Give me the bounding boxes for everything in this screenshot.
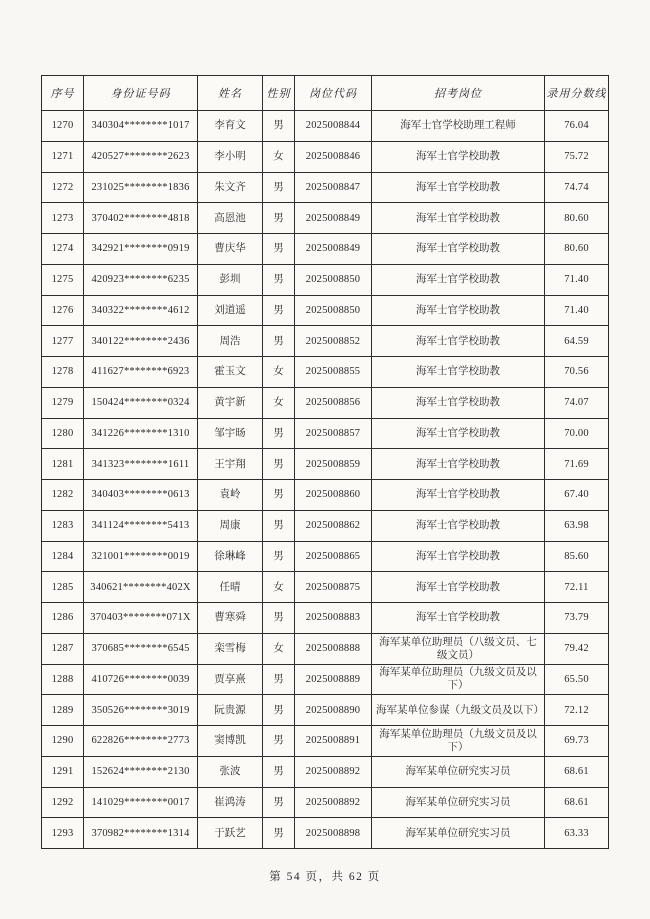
cell-id-number: 340122********2436 — [84, 326, 198, 357]
cell-position-code: 2025008846 — [295, 141, 372, 172]
table-row — [42, 264, 609, 295]
cell-gender: 女 — [263, 387, 295, 418]
cell-serial-number: 1286 — [42, 603, 84, 634]
cell-serial-number: 1284 — [42, 541, 84, 572]
cell-gender: 男 — [263, 603, 295, 634]
cell-serial-number: 1287 — [42, 633, 84, 664]
cell-position-code: 2025008847 — [295, 172, 372, 203]
cell-serial-number: 1279 — [42, 387, 84, 418]
cell-id-number: 420923********6235 — [84, 264, 198, 295]
cell-score-line: 65.50 — [545, 664, 609, 695]
cell-score-line: 80.60 — [545, 203, 609, 234]
cell-serial-number: 1276 — [42, 295, 84, 326]
cell-position-code: 2025008850 — [295, 264, 372, 295]
cell-serial-number: 1292 — [42, 787, 84, 818]
cell-id-number: 340322********4612 — [84, 295, 198, 326]
cell-position-code: 2025008890 — [295, 695, 372, 726]
cell-gender: 女 — [263, 357, 295, 388]
table-row — [42, 664, 609, 695]
table-row — [42, 172, 609, 203]
column-header-score-line: 录用分数线 — [545, 76, 609, 111]
cell-position-code: 2025008862 — [295, 510, 372, 541]
cell-id-number: 340621********402X — [84, 572, 198, 603]
cell-score-line: 75.72 — [545, 141, 609, 172]
table-row — [42, 326, 609, 357]
cell-gender: 男 — [263, 326, 295, 357]
cell-recruit-position: 海军士官学校助教 — [372, 572, 545, 603]
cell-recruit-position: 海军某单位研究实习员 — [372, 756, 545, 787]
cell-serial-number: 1271 — [42, 141, 84, 172]
cell-id-number: 350526********3019 — [84, 695, 198, 726]
cell-recruit-position: 海军士官学校助教 — [372, 203, 545, 234]
cell-score-line: 71.40 — [545, 264, 609, 295]
table-row — [42, 234, 609, 265]
table-row — [42, 418, 609, 449]
cell-gender: 男 — [263, 510, 295, 541]
cell-recruit-position: 海军士官学校助教 — [372, 541, 545, 572]
cell-id-number: 370982********1314 — [84, 818, 198, 849]
cell-id-number: 341226********1310 — [84, 418, 198, 449]
cell-score-line: 70.00 — [545, 418, 609, 449]
cell-serial-number: 1282 — [42, 480, 84, 511]
cell-gender: 男 — [263, 264, 295, 295]
cell-gender: 女 — [263, 572, 295, 603]
cell-serial-number: 1280 — [42, 418, 84, 449]
column-header-position-code: 岗位代码 — [295, 76, 372, 111]
cell-score-line: 64.59 — [545, 326, 609, 357]
cell-serial-number: 1278 — [42, 357, 84, 388]
cell-id-number: 341124********5413 — [84, 510, 198, 541]
cell-id-number: 321001********0019 — [84, 541, 198, 572]
cell-gender: 男 — [263, 756, 295, 787]
cell-serial-number: 1277 — [42, 326, 84, 357]
table-row — [42, 756, 609, 787]
cell-gender: 男 — [263, 818, 295, 849]
table-row — [42, 603, 609, 634]
cell-recruit-position: 海军士官学校助教 — [372, 234, 545, 265]
cell-position-code: 2025008855 — [295, 357, 372, 388]
table-row — [42, 295, 609, 326]
table-row — [42, 480, 609, 511]
cell-score-line: 67.40 — [545, 480, 609, 511]
column-header-name: 姓名 — [198, 76, 263, 111]
cell-score-line: 72.12 — [545, 695, 609, 726]
cell-score-line: 80.60 — [545, 234, 609, 265]
cell-name: 彭圳 — [198, 264, 263, 295]
cell-position-code: 2025008859 — [295, 449, 372, 480]
cell-score-line: 70.56 — [545, 357, 609, 388]
cell-serial-number: 1288 — [42, 664, 84, 695]
cell-name: 周浩 — [198, 326, 263, 357]
cell-gender: 男 — [263, 541, 295, 572]
table-row — [42, 726, 609, 757]
cell-score-line: 72.11 — [545, 572, 609, 603]
cell-score-line: 74.07 — [545, 387, 609, 418]
admission-score-table — [41, 75, 609, 849]
table-row — [42, 818, 609, 849]
cell-score-line: 63.33 — [545, 818, 609, 849]
cell-name: 阮贵源 — [198, 695, 263, 726]
cell-position-code: 2025008850 — [295, 295, 372, 326]
cell-recruit-position: 海军某单位参谋（九级文员及以下） — [372, 695, 545, 726]
cell-serial-number: 1289 — [42, 695, 84, 726]
cell-gender: 男 — [263, 787, 295, 818]
cell-position-code: 2025008852 — [295, 326, 372, 357]
cell-gender: 男 — [263, 418, 295, 449]
cell-recruit-position: 海军士官学校助教 — [372, 510, 545, 541]
cell-gender: 男 — [263, 726, 295, 757]
table-row — [42, 357, 609, 388]
cell-recruit-position: 海军士官学校助教 — [372, 326, 545, 357]
cell-score-line: 73.79 — [545, 603, 609, 634]
cell-name: 朱文齐 — [198, 172, 263, 203]
cell-position-code: 2025008889 — [295, 664, 372, 695]
cell-recruit-position: 海军士官学校助教 — [372, 480, 545, 511]
cell-gender: 男 — [263, 234, 295, 265]
cell-score-line: 76.04 — [545, 111, 609, 142]
cell-id-number: 340403********0613 — [84, 480, 198, 511]
cell-position-code: 2025008883 — [295, 603, 372, 634]
cell-score-line: 79.42 — [545, 633, 609, 664]
column-header-recruit-position: 招考岗位 — [372, 76, 545, 111]
cell-recruit-position: 海军某单位助理员（八级文员、七级文员） — [372, 633, 545, 664]
cell-id-number: 150424********0324 — [84, 387, 198, 418]
page-number-footer: 第 54 页，共 62 页 — [269, 871, 381, 883]
cell-gender: 男 — [263, 664, 295, 695]
cell-name: 贾享熹 — [198, 664, 263, 695]
cell-recruit-position: 海军某单位研究实习员 — [372, 787, 545, 818]
cell-name: 崔鸿涛 — [198, 787, 263, 818]
cell-recruit-position: 海军士官学校助教 — [372, 264, 545, 295]
cell-id-number: 370685********6545 — [84, 633, 198, 664]
cell-score-line: 74.74 — [545, 172, 609, 203]
table-row — [42, 141, 609, 172]
cell-position-code: 2025008844 — [295, 111, 372, 142]
cell-score-line: 85.60 — [545, 541, 609, 572]
cell-recruit-position: 海军士官学校助教 — [372, 387, 545, 418]
cell-id-number: 420527********2623 — [84, 141, 198, 172]
cell-name: 王宇翔 — [198, 449, 263, 480]
cell-position-code: 2025008849 — [295, 234, 372, 265]
cell-serial-number: 1291 — [42, 756, 84, 787]
cell-score-line: 68.61 — [545, 756, 609, 787]
cell-position-code: 2025008857 — [295, 418, 372, 449]
cell-id-number: 622826********2773 — [84, 726, 198, 757]
cell-name: 高恩池 — [198, 203, 263, 234]
cell-name: 张波 — [198, 756, 263, 787]
cell-gender: 男 — [263, 449, 295, 480]
cell-name: 邹宇旸 — [198, 418, 263, 449]
cell-gender: 男 — [263, 480, 295, 511]
cell-name: 栾雪梅 — [198, 633, 263, 664]
cell-id-number: 342921********0919 — [84, 234, 198, 265]
cell-id-number: 231025********1836 — [84, 172, 198, 203]
cell-name: 窦博凯 — [198, 726, 263, 757]
cell-name: 李育文 — [198, 111, 263, 142]
table-row — [42, 572, 609, 603]
cell-score-line: 69.73 — [545, 726, 609, 757]
table-header — [42, 76, 609, 111]
table-row — [42, 787, 609, 818]
cell-recruit-position: 海军士官学校助理工程师 — [372, 111, 545, 142]
cell-name: 霍玉文 — [198, 357, 263, 388]
cell-name: 曹寒舜 — [198, 603, 263, 634]
cell-score-line: 71.40 — [545, 295, 609, 326]
cell-name: 刘道遥 — [198, 295, 263, 326]
cell-name: 袁岭 — [198, 480, 263, 511]
cell-recruit-position: 海军士官学校助教 — [372, 357, 545, 388]
cell-name: 任晴 — [198, 572, 263, 603]
table-row — [42, 541, 609, 572]
cell-gender: 男 — [263, 695, 295, 726]
cell-serial-number: 1273 — [42, 203, 84, 234]
cell-position-code: 2025008856 — [295, 387, 372, 418]
cell-position-code: 2025008875 — [295, 572, 372, 603]
column-header-id-number: 身份证号码 — [84, 76, 198, 111]
table-row — [42, 695, 609, 726]
cell-recruit-position: 海军某单位助理员（九级文员及以下） — [372, 726, 545, 757]
cell-recruit-position: 海军士官学校助教 — [372, 295, 545, 326]
cell-recruit-position: 海军士官学校助教 — [372, 141, 545, 172]
table-row — [42, 111, 609, 142]
table-header-row — [42, 76, 609, 111]
cell-score-line: 68.61 — [545, 787, 609, 818]
cell-gender: 女 — [263, 633, 295, 664]
cell-serial-number: 1281 — [42, 449, 84, 480]
column-header-serial: 序号 — [42, 76, 84, 111]
cell-serial-number: 1293 — [42, 818, 84, 849]
cell-name: 李小明 — [198, 141, 263, 172]
table-row — [42, 633, 609, 664]
table-row — [42, 449, 609, 480]
cell-gender: 男 — [263, 111, 295, 142]
cell-name: 于跃艺 — [198, 818, 263, 849]
cell-recruit-position: 海军士官学校助教 — [372, 172, 545, 203]
cell-recruit-position: 海军士官学校助教 — [372, 449, 545, 480]
cell-serial-number: 1274 — [42, 234, 84, 265]
cell-serial-number: 1283 — [42, 510, 84, 541]
cell-id-number: 141029********0017 — [84, 787, 198, 818]
cell-serial-number: 1270 — [42, 111, 84, 142]
cell-serial-number: 1272 — [42, 172, 84, 203]
cell-id-number: 370402********4818 — [84, 203, 198, 234]
cell-position-code: 2025008891 — [295, 726, 372, 757]
cell-gender: 男 — [263, 172, 295, 203]
cell-id-number: 410726********0039 — [84, 664, 198, 695]
cell-position-code: 2025008892 — [295, 787, 372, 818]
cell-serial-number: 1290 — [42, 726, 84, 757]
cell-recruit-position: 海军某单位助理员（九级文员及以下） — [372, 664, 545, 695]
cell-gender: 女 — [263, 141, 295, 172]
cell-id-number: 341323********1611 — [84, 449, 198, 480]
column-header-gender: 性别 — [263, 76, 295, 111]
cell-serial-number: 1275 — [42, 264, 84, 295]
table-row — [42, 510, 609, 541]
cell-recruit-position: 海军士官学校助教 — [372, 603, 545, 634]
cell-recruit-position: 海军某单位研究实习员 — [372, 818, 545, 849]
cell-serial-number: 1285 — [42, 572, 84, 603]
cell-id-number: 370403********071X — [84, 603, 198, 634]
table-row — [42, 387, 609, 418]
table-body — [42, 111, 609, 849]
cell-name: 黄宇新 — [198, 387, 263, 418]
cell-id-number: 152624********2130 — [84, 756, 198, 787]
cell-score-line: 71.69 — [545, 449, 609, 480]
cell-score-line: 63.98 — [545, 510, 609, 541]
cell-position-code: 2025008892 — [295, 756, 372, 787]
cell-recruit-position: 海军士官学校助教 — [372, 418, 545, 449]
cell-name: 周康 — [198, 510, 263, 541]
cell-position-code: 2025008865 — [295, 541, 372, 572]
cell-id-number: 340304********1017 — [84, 111, 198, 142]
cell-gender: 男 — [263, 203, 295, 234]
table-row — [42, 203, 609, 234]
cell-position-code: 2025008888 — [295, 633, 372, 664]
cell-gender: 男 — [263, 295, 295, 326]
cell-name: 徐琳峰 — [198, 541, 263, 572]
cell-position-code: 2025008849 — [295, 203, 372, 234]
cell-position-code: 2025008860 — [295, 480, 372, 511]
cell-position-code: 2025008898 — [295, 818, 372, 849]
cell-name: 曹庆华 — [198, 234, 263, 265]
cell-id-number: 411627********6923 — [84, 357, 198, 388]
